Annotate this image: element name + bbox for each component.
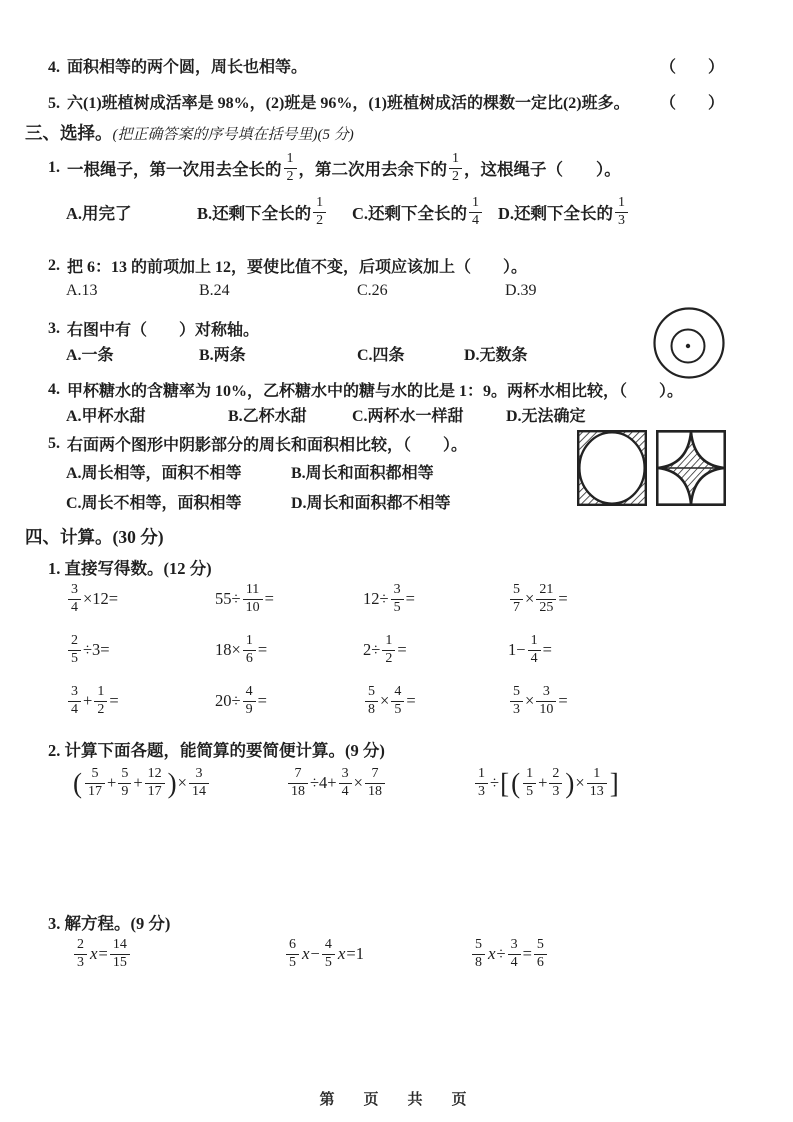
math-expression: $\frac{3}{4}$ ×12= [66, 583, 215, 615]
option-a: A.13 [66, 282, 98, 299]
option-d: D.周长和面积都不相等 [291, 495, 451, 512]
truefalse-4-text [48, 54, 307, 77]
choice-q4-line [48, 378, 683, 401]
section-note: (把正确答案的序号填在括号里)(5 分) [112, 127, 354, 143]
option-c: C.26 [357, 282, 388, 299]
question-text: 右面两个图形中阴影部分的周长和面积相比较，（ ）。 [67, 437, 468, 454]
option-a: A.周长相等，面积不相等 [66, 465, 242, 482]
choice-q1-options [66, 196, 630, 228]
option-a: A.一条 [66, 347, 114, 364]
choice-q5-line [48, 432, 467, 455]
choice-q5-figures [577, 430, 726, 506]
square-shaded-star-figure [656, 430, 726, 506]
choice-q4-options [66, 403, 586, 426]
math-expression: $\frac{2}{5}$ ÷3= [66, 634, 215, 666]
option-c: C.还剩下全长的 $\frac{1}{4}$ [352, 196, 498, 228]
option-d: D.无数条 [464, 347, 528, 364]
section-title: 三、选择。 [25, 123, 113, 143]
calc-row-3 [66, 685, 746, 717]
math-expression: $\frac{1}{3}$ ÷ [ ( $\frac{1}{5}$ + $\frac{2}{3}$ ) × $\frac{1}{13}$ ] [473, 767, 620, 799]
math-equation: $\frac{5}{8}$ x ÷ $\frac{3}{4}$ = $\frac{5}{6}$ [470, 938, 549, 970]
option-c: C.两杯水一样甜 [352, 408, 464, 425]
truefalse-item-5 [48, 90, 724, 113]
option-d: D.39 [505, 282, 537, 299]
math-expression: $\frac{7}{18}$ ÷4+ $\frac{3}{4}$ × $\frac{7}{18}$ [286, 767, 473, 799]
choice-q2-line [48, 254, 527, 277]
question-text: 甲杯糖水的含糖率为 10%，乙杯糖水中的糖与水的比是 1：9。两杯水相比较，（ ）。 [67, 383, 684, 400]
math-expression: 12÷ $\frac{3}{5}$ = [363, 582, 415, 615]
calc-sub2-heading: 2. 计算下面各题，能简算的要简便计算。(9 分) [48, 741, 385, 760]
question-text: 把 6：13 的前项加上 12，要使比值不变，后项应该加上（ ）。 [67, 259, 528, 276]
choice-q2-options [66, 282, 537, 300]
calc-sub1-heading: 1. 直接写得数。(12 分) [48, 559, 212, 578]
question-number: 1. [48, 159, 60, 177]
math-expression: $\frac{5}{8}$ × $\frac{4}{5}$ = [363, 685, 508, 717]
truefalse-5-text [48, 90, 630, 113]
math-expression: 1− $\frac{1}{4}$ = [508, 633, 552, 666]
calc-row-2 [66, 634, 746, 666]
calc-sub2-expressions [72, 767, 762, 799]
option-b: B.两条 [199, 347, 246, 364]
choice-q5-options-row2 [66, 490, 451, 513]
section-calc-heading [25, 524, 164, 549]
question-text: 六(1)班植树成活率是 98%，(2)班是 96%，(1)班植树成活的棵数一定比(2)班多。 [67, 95, 630, 112]
square-circle-shaded-corners-figure [577, 430, 647, 506]
truefalse-item-4 [48, 54, 724, 77]
option-c: C.周长不相等，面积相等 [66, 495, 242, 512]
page-footer: 第 页 共 页 [319, 1092, 474, 1108]
choice-q1-line [48, 152, 621, 184]
choice-q3-line [48, 317, 259, 340]
question-number: 3. [48, 319, 60, 337]
choice-q5-options-row1 [66, 460, 434, 483]
math-expression: ( $\frac{5}{17}$ + $\frac{5}{9}$ + $\frac{12}{17}$ ) × $\frac{3}{14}$ [72, 767, 286, 799]
question-number: 4. [48, 59, 60, 76]
option-a: A.用完了 [66, 204, 132, 224]
answer-bracket: （ ） [659, 95, 724, 112]
math-expression: $\frac{5}{3}$ × $\frac{3}{10}$ = [508, 685, 568, 717]
question-number: 4. [48, 380, 60, 398]
question-text: 面积相等的两个圆，周长也相等。 [67, 59, 308, 76]
question-number: 2. [48, 256, 60, 274]
answer-bracket: （ ） [659, 59, 724, 76]
math-expression: 18× $\frac{1}{6}$ = [215, 633, 268, 666]
option-a: A.甲杯水甜 [66, 408, 146, 425]
option-d: D.无法确定 [506, 408, 586, 425]
question-number: 5. [48, 434, 60, 452]
option-b: B.乙杯水甜 [228, 408, 307, 425]
calc-sub3-heading: 3. 解方程。(9 分) [48, 914, 171, 933]
math-equation: $\frac{2}{3}$ x = $\frac{14}{15}$ [72, 938, 284, 970]
math-expression: $\frac{3}{4}$ + $\frac{1}{2}$ = [66, 685, 215, 717]
math-equation: $\frac{6}{5}$ x − $\frac{4}{5}$ x =1 [284, 938, 470, 970]
math-expression: 20÷ $\frac{4}{9}$ = [215, 684, 267, 717]
question-text: 一根绳子，第一次用去全长的 $\frac{1}{2}$ ，第二次用去余下的 $\frac{1}{2}$ ，这根绳子（ ）。 [67, 151, 621, 184]
math-expression: 55÷ $\frac{11}{10}$ = [215, 582, 274, 615]
option-b: B.周长和面积都相等 [291, 465, 434, 482]
question-text: 右图中有（ ）对称轴。 [67, 322, 260, 339]
option-b: B.还剩下全长的 $\frac{1}{2}$ [197, 196, 352, 228]
option-d: D.还剩下全长的 $\frac{1}{3}$ [498, 196, 630, 228]
question-number: 5. [48, 95, 60, 112]
section-title: 四、计算。(30 分) [25, 527, 164, 547]
calc-row-1 [66, 583, 746, 615]
section-choice-heading [25, 120, 354, 145]
option-c: C.四条 [357, 347, 405, 364]
math-expression: $\frac{5}{7}$ × $\frac{21}{25}$ = [508, 583, 568, 615]
choice-q3-options [66, 342, 528, 365]
option-b: B.24 [199, 282, 230, 299]
calc-sub3-equations [72, 938, 762, 970]
math-expression: 2÷ $\frac{1}{2}$ = [363, 633, 407, 666]
concentric-circles-figure [651, 305, 729, 385]
